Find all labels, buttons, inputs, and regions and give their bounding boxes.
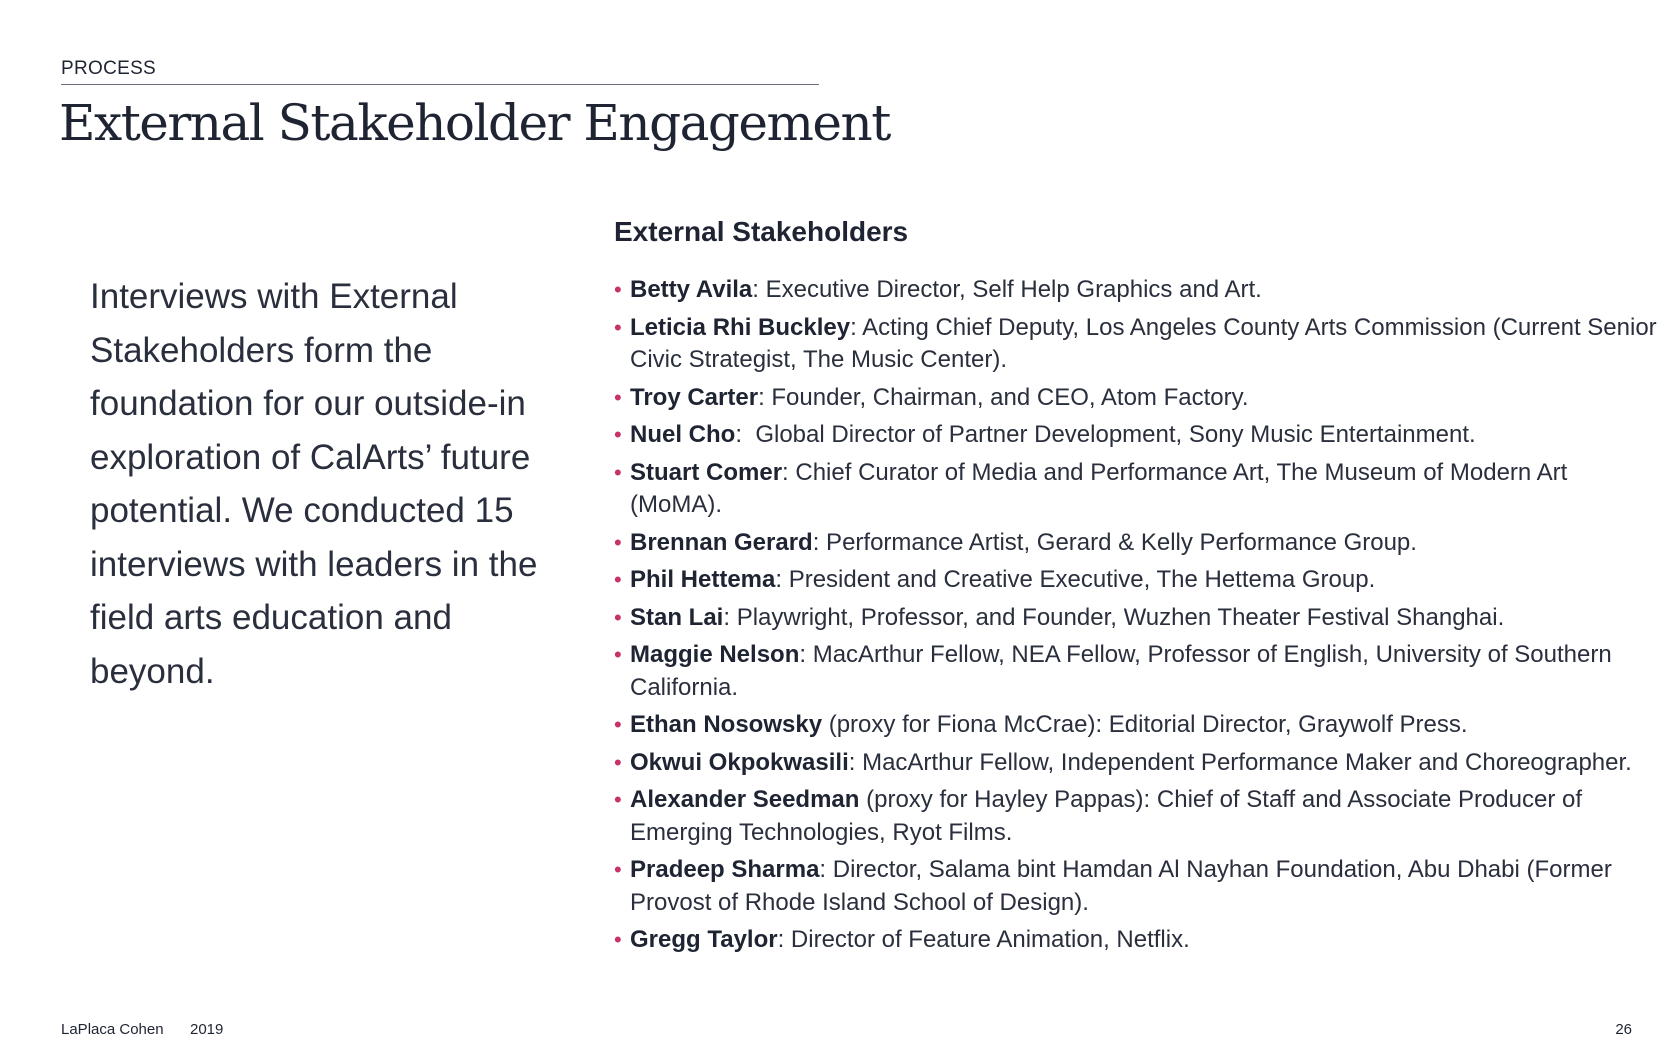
bullet-icon: • [614, 604, 622, 630]
bullet-icon: • [614, 712, 622, 737]
list-item [614, 382, 1664, 415]
intro-paragraph: Interviews with External Stakeholders form the foundation for our outside-in exploration of CalArts’ future potential. We conducted 15 interviews with leaders in the field arts education and beyond. [90, 277, 538, 691]
stakeholder-list [614, 274, 1664, 962]
bullet-icon: • [614, 422, 622, 447]
stakeholder-detail: : Executive Director, Self Help Graphics and Art. [752, 276, 1262, 303]
stakeholder-detail: : President and Creative Executive, The Hettema Group. [775, 566, 1376, 593]
stakeholder-name: Ethan Nosowsky [630, 711, 823, 738]
stakeholder-detail: : Chief Curator of Media and Performance Art, The Museum of Modern Art (MoMA). [630, 458, 1568, 518]
stakeholder-name: Betty Avila [630, 276, 753, 303]
list-item [614, 924, 1664, 957]
list-item [614, 527, 1664, 560]
bullet-icon: • [614, 787, 622, 812]
stakeholder-detail: : MacArthur Fellow, Independent Performance Maker and Choreographer. [848, 748, 1632, 776]
list-item [614, 457, 1664, 522]
page-number: 26 [1615, 1021, 1632, 1038]
footer-year: 2019 [190, 1021, 224, 1038]
bullet-icon: • [614, 384, 622, 410]
bullet-icon: • [614, 277, 622, 302]
list-item [614, 784, 1664, 849]
stakeholder-detail: (proxy for Hayley Pappas): Chief of Staff and Associate Producer of Emerging Technologies, Ryot Films. [630, 786, 1583, 846]
list-item [614, 602, 1664, 635]
stakeholder-name: Nuel Cho [630, 421, 736, 448]
stakeholder-name: Phil Hettema [630, 566, 776, 593]
list-item [614, 564, 1664, 597]
stakeholder-detail: : Playwright, Professor, and Founder, Wuzhen Theater Festival Shanghai. [723, 603, 1505, 631]
stakeholder-name: Brennan Gerard [630, 528, 813, 556]
stakeholder-detail: : Global Director of Partner Development, Sony Music Entertainment. [735, 421, 1476, 448]
stakeholders-heading: External Stakeholders [614, 216, 909, 247]
bullet-icon: • [614, 567, 622, 592]
stakeholder-detail: : MacArthur Fellow, NEA Fellow, Professor of English, University of Southern California. [630, 641, 1612, 701]
stakeholder-detail: : Director, Salama bint Hamdan Al Nayhan Foundation, Abu Dhabi (Former Provost of Rhode Island School of Design). [630, 856, 1612, 916]
footer-org: LaPlaca Cohen [61, 1021, 164, 1038]
list-item [614, 709, 1664, 742]
list-item [614, 274, 1664, 307]
stakeholder-name: Leticia Rhi Buckley [630, 313, 851, 341]
section-divider [61, 84, 819, 85]
stakeholder-detail: : Founder, Chairman, and CEO, Atom Factory. [758, 383, 1249, 411]
bullet-icon: • [614, 459, 622, 485]
page-title: External Stakeholder Engagement [59, 94, 890, 152]
stakeholder-name: Stan Lai [630, 603, 724, 631]
stakeholder-name: Pradeep Sharma [630, 856, 820, 883]
bullet-icon: • [614, 642, 622, 667]
stakeholder-name: Maggie Nelson [630, 641, 800, 668]
list-item [614, 854, 1664, 919]
stakeholder-detail: : Performance Artist, Gerard & Kelly Performance Group. [812, 528, 1417, 556]
bullet-icon: • [614, 529, 622, 555]
section-label: PROCESS [61, 58, 157, 79]
list-item [614, 639, 1664, 704]
stakeholder-detail: : Director of Feature Animation, Netflix. [777, 926, 1190, 953]
stakeholder-name: Troy Carter [630, 383, 759, 411]
stakeholder-detail: : Acting Chief Deputy, Los Angeles County Arts Commission (Current Senior Civic Strategist, The Music Center). [630, 313, 1657, 373]
stakeholder-name: Stuart Comer [630, 458, 783, 486]
list-item [614, 419, 1664, 452]
stakeholder-name: Gregg Taylor [630, 926, 778, 953]
bullet-icon: • [614, 749, 622, 775]
bullet-icon: • [614, 857, 622, 882]
stakeholder-name: Okwui Okpokwasili [630, 748, 849, 776]
list-item [614, 312, 1664, 377]
stakeholder-name: Alexander Seedman [630, 786, 860, 813]
bullet-icon: • [614, 927, 622, 952]
stakeholder-detail: (proxy for Fiona McCrae): Editorial Director, Graywolf Press. [822, 711, 1468, 738]
bullet-icon: • [614, 314, 622, 340]
list-item [614, 747, 1664, 780]
